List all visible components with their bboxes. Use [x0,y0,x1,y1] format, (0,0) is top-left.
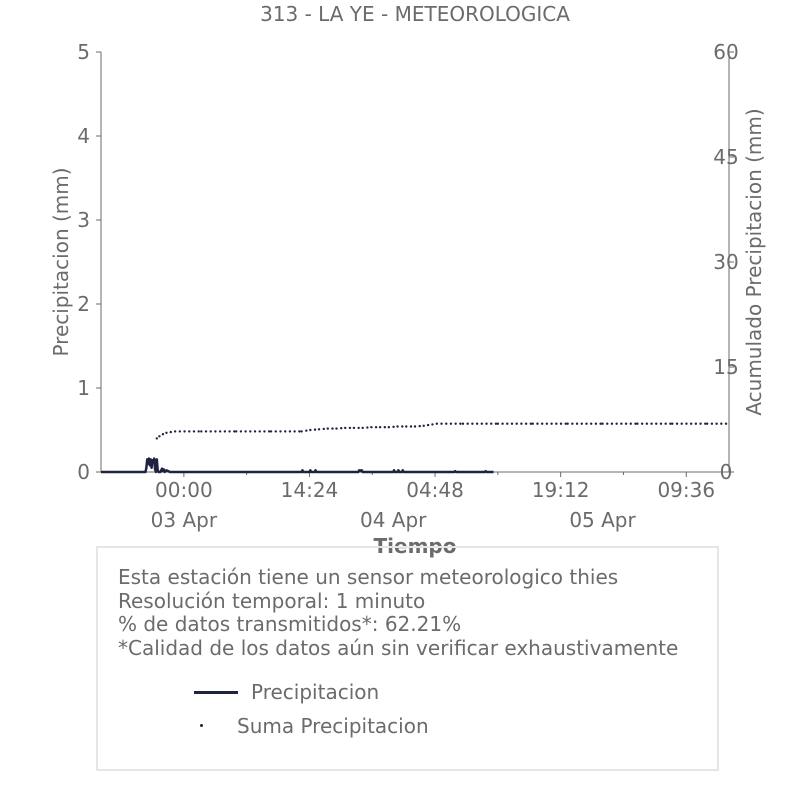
suma-point [699,423,701,425]
suma-point [615,423,617,425]
series-suma-precipitacion [156,423,728,440]
suma-point [309,429,311,431]
y-tick-label: 1 [77,376,90,400]
x-axis-ticks [151,472,715,532]
suma-point [193,430,195,432]
suma-point [555,423,557,425]
suma-point [497,423,499,425]
suma-point [664,423,666,425]
suma-point [318,428,320,430]
y-tick-label: 0 [77,460,90,484]
suma-point [254,430,256,432]
suma-point [676,423,678,425]
suma-point [396,425,398,427]
suma-point [481,423,483,425]
info-line-resolution: Resolución temporal: 1 minuto [118,588,426,613]
suma-point [541,423,543,425]
suma-point [165,432,167,434]
suma-point [625,423,627,425]
info-line-sensor: Esta estación tiene un sensor meteorologico thies [118,565,619,589]
suma-point [401,425,403,427]
legend-label-suma: Suma Precipitacion [237,714,429,738]
chart-axes [101,52,729,472]
x-tick-label: 19:12 [531,478,590,502]
suma-point [520,423,522,425]
suma-point [327,427,329,429]
suma-point [357,427,359,429]
suma-point [344,427,346,429]
suma-point [506,423,508,425]
y-axis-label: Precipitacion (mm) [49,167,73,357]
suma-point [197,430,199,432]
suma-point [298,430,300,432]
suma-point [375,426,377,428]
y-right-tick-label: 0 [719,460,733,484]
suma-point [228,430,230,432]
suma-point [340,427,342,429]
suma-point [581,423,583,425]
suma-point [595,423,597,425]
suma-point [289,430,291,432]
suma-point [476,423,478,425]
suma-point [715,423,717,425]
suma-point [249,430,251,432]
suma-point [655,423,657,425]
y-tick-label: 2 [77,292,90,316]
suma-point [263,430,265,432]
suma-point [536,423,538,425]
y-tick-label: 4 [77,124,90,148]
y-right-axis-ticks [713,40,738,484]
suma-point [641,423,643,425]
suma-point [462,423,464,425]
suma-point [501,423,503,425]
suma-point [410,425,412,427]
y-right-tick-label: 30 [713,250,739,274]
x-date-label: 05 Apr [569,508,636,532]
suma-point [293,430,295,432]
suma-point [711,423,713,425]
suma-point [366,426,368,428]
suma-point [423,425,425,427]
suma-point [566,423,568,425]
suma-point [695,423,697,425]
y-tick-label: 5 [77,40,90,64]
suma-point [379,426,381,428]
suma-point [427,424,429,426]
suma-point [188,430,190,432]
suma-point [388,426,390,428]
suma-point [485,423,487,425]
suma-point [162,433,164,435]
suma-point [349,427,351,429]
suma-point [270,430,272,432]
suma-point [200,430,202,432]
chart-title: 313 - LA YE - METEOROLOGICA [260,2,570,26]
suma-point [156,437,158,439]
suma-point [244,430,246,432]
suma-point [323,428,325,430]
suma-point [174,430,176,432]
suma-point [606,423,608,425]
suma-point [459,423,461,425]
suma-point [405,425,407,427]
suma-point [636,423,638,425]
info-line-quality: *Calidad de los datos aún sin verificar exhaustivamente [118,635,679,660]
suma-point [224,430,226,432]
suma-point [681,423,683,425]
suma-point [210,430,212,432]
suma-point [275,430,277,432]
series-layer [101,423,727,473]
y-axis-ticks [77,40,101,484]
suma-point [725,423,727,425]
suma-point [630,423,632,425]
x-tick-label: 04:48 [406,478,464,502]
suma-point [384,426,386,428]
suma-point [601,423,603,425]
suma-point [436,423,438,425]
y-right-tick-label: 60 [713,40,739,64]
suma-point [214,430,216,432]
suma-point [158,435,160,437]
x-date-label: 03 Apr [150,508,218,532]
y-right-tick-label: 45 [713,145,739,169]
suma-point [370,426,372,428]
suma-point [560,423,562,425]
suma-point [183,430,185,432]
suma-point [361,427,363,429]
series-precipitacion-line [101,459,494,472]
suma-point [532,423,534,425]
suma-point [392,426,394,428]
suma-point [611,423,613,425]
suma-point [516,423,518,425]
info-box [96,546,719,771]
suma-point [305,429,307,431]
suma-point [284,430,286,432]
suma-point [440,423,442,425]
suma-point [690,423,692,425]
y-tick-label: 3 [77,208,90,232]
suma-point [620,423,622,425]
suma-point [571,423,573,425]
suma-point [590,423,592,425]
suma-point [646,423,648,425]
suma-point [419,425,421,427]
suma-point [471,423,473,425]
suma-point [660,423,662,425]
suma-point [454,423,456,425]
suma-point [450,423,452,425]
suma-point [525,423,527,425]
suma-point [720,423,722,425]
info-line-transmitted: % de datos transmitidos*: 62.21% [118,612,462,636]
x-tick-label: 14:24 [280,478,339,502]
suma-point [585,423,587,425]
legend-line-swatch [194,691,238,694]
x-tick-label: 00:00 [155,478,213,502]
suma-point [685,423,687,425]
suma-point [353,427,355,429]
suma-point [445,423,447,425]
suma-point [431,423,433,425]
suma-point [466,423,468,425]
legend-dot-swatch [200,724,203,727]
suma-point [335,427,337,429]
legend-label-precipitacion: Precipitacion [251,680,380,704]
suma-point [490,423,492,425]
suma-point [279,430,281,432]
info-text [118,566,678,660]
suma-point [650,423,652,425]
suma-point [550,423,552,425]
suma-point [331,427,333,429]
y-right-tick-label: 15 [713,355,739,379]
suma-point [240,430,242,432]
suma-point [300,430,302,432]
suma-point [259,430,261,432]
suma-point [235,430,237,432]
suma-point [314,428,316,430]
x-tick-label: 09:36 [657,478,716,502]
suma-point [219,430,221,432]
suma-point [546,423,548,425]
y-right-axis-label: Acumulado Precipitacion (mm) [742,108,766,416]
suma-point [179,430,181,432]
x-date-label: 04 Apr [359,508,427,532]
suma-point [414,425,416,427]
suma-point [671,423,673,425]
suma-point [170,431,172,433]
suma-point [511,423,513,425]
suma-point [576,423,578,425]
x-axis-label: Tiempo [373,534,457,558]
suma-point [706,423,708,425]
suma-point [205,430,207,432]
